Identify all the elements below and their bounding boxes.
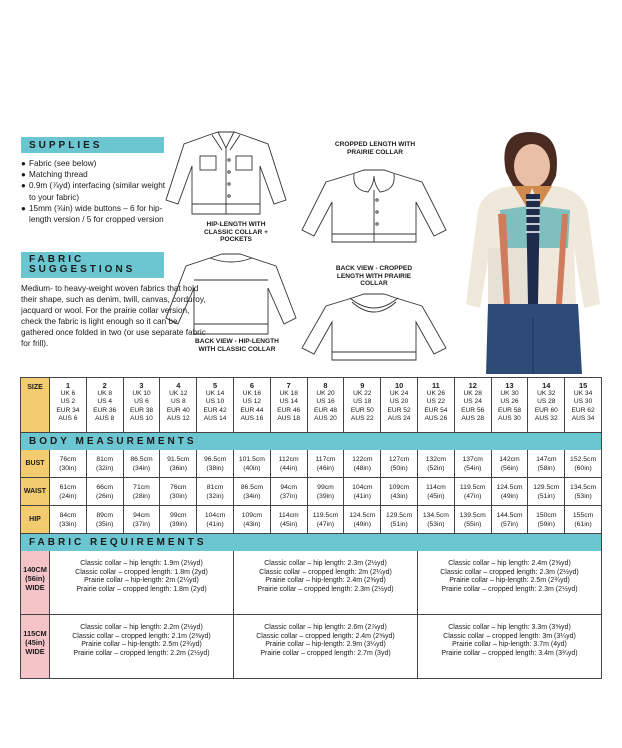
measurement-cell	[527, 450, 564, 477]
size-eu: EUR 40	[166, 406, 190, 414]
measurement-in: (34in)	[132, 465, 151, 472]
size-uk: UK 14	[205, 390, 225, 398]
size-au: AUS 32	[534, 414, 558, 422]
req-line: Classic collar – hip length: 2.6m (2⅞yd)	[264, 624, 387, 631]
measurement-cm: 117cm	[315, 456, 336, 463]
req-line: Prairie collar – cropped length: 1.8m (2yd)	[76, 585, 207, 593]
measurement-cm: 104cm	[352, 484, 373, 491]
size-n: 5	[213, 381, 218, 390]
measurement-cm: 94cm	[280, 484, 297, 491]
size-n: 6	[249, 381, 254, 390]
size-eu: EUR 62	[571, 406, 595, 414]
req-line: Classic collar – hip length: 2.2m (2½yd)	[80, 624, 203, 631]
req-line: Prairie collar – cropped length: 2.3m (2½yd)	[441, 585, 578, 593]
measurement-cm: 109cm	[241, 512, 263, 519]
measurement-cm: 144.5cm	[496, 512, 523, 519]
size-uk: UK 22	[353, 390, 372, 398]
measurement-cell	[417, 506, 454, 533]
row-label: WAIST	[21, 478, 49, 505]
size-us: US 24	[463, 398, 482, 406]
row-label: BUST	[21, 450, 49, 477]
measurement-cm: 112cm	[278, 456, 299, 463]
measurement-cell	[49, 478, 86, 505]
measurement-in: (26in)	[96, 493, 114, 500]
measurement-cell	[491, 506, 528, 533]
measurement-cm: 129.5cm	[533, 484, 560, 491]
size-label: SIZE	[21, 378, 49, 432]
sketch-label-hip-back: BACK VIEW - HIP-LENGTH WITH CLASSIC COLLAR	[195, 338, 279, 353]
measurement-cell	[417, 450, 454, 477]
size-n: 7	[286, 381, 291, 390]
heading-line: SUGGESTIONS	[29, 264, 136, 275]
measurement-cm: 94cm	[133, 512, 150, 519]
measurement-cell	[307, 478, 344, 505]
fabric-req-cell	[233, 551, 417, 614]
req-line: Prairie collar – cropped length: 3.4m (3¾yd)	[441, 649, 578, 657]
measurement-cm: 66cm	[96, 484, 113, 491]
size-eu: EUR 46	[277, 406, 301, 414]
measurement-cm: 152.5cm	[570, 456, 597, 463]
size-uk: UK 6	[60, 390, 76, 398]
measurement-cell	[49, 506, 86, 533]
req-line: Classic collar – cropped length: 2.1m (2⅜yd)	[72, 632, 211, 640]
size-cell	[527, 378, 564, 432]
measurement-in: (52in)	[427, 465, 445, 472]
measurement-cell	[343, 450, 380, 477]
size-n: 12	[468, 381, 477, 390]
size-n: 14	[542, 381, 551, 390]
measurement-in: (51in)	[537, 493, 555, 500]
width-line: (56in)	[25, 574, 45, 583]
measurement-cm: 86.5cm	[130, 456, 153, 463]
req-line: Classic collar – cropped length: 1.8m (2yd)	[75, 568, 208, 576]
measurement-in: (57in)	[500, 521, 519, 528]
jacket-hip-front-sketch	[160, 130, 292, 218]
size-us: US 18	[353, 398, 372, 406]
size-row	[20, 377, 602, 433]
req-line: Prairie collar – cropped length: 2.7m (3yd)	[260, 649, 391, 657]
measurement-cm: 99cm	[169, 512, 187, 519]
size-au: AUS 34	[571, 414, 595, 422]
size-cell	[307, 378, 344, 432]
measurement-cm: 109cm	[388, 484, 410, 491]
supply-item: ● Fabric (see below)	[21, 158, 166, 169]
supply-item: ● Matching thread	[21, 169, 166, 180]
measurement-in: (61in)	[574, 521, 592, 528]
measurement-cm: 132cm	[425, 456, 447, 463]
req-line: Classic collar – hip length: 2.4m (2⅝yd)	[448, 560, 571, 567]
measurement-in: (49in)	[500, 493, 519, 500]
width-line: (45in)	[25, 638, 45, 647]
size-cell	[49, 378, 86, 432]
size-uk: UK 8	[97, 390, 113, 398]
measurement-cell	[491, 478, 528, 505]
measurement-in: (28in)	[132, 493, 151, 500]
req-line: Prairie collar – hip-length: 2.4m (2⅝yd)	[265, 577, 386, 585]
size-cell	[417, 378, 454, 432]
measurement-cell	[49, 450, 86, 477]
req-line: Prairie collar – hip-length: 3.7m (4yd)	[452, 641, 567, 649]
measurement-cell	[86, 450, 123, 477]
measurement-in: (39in)	[316, 493, 335, 500]
size-uk: UK 30	[500, 390, 519, 398]
waist-row	[20, 478, 602, 506]
model-photo	[458, 128, 608, 374]
size-cell	[454, 378, 491, 432]
measurement-cell	[454, 506, 491, 533]
size-us: US 22	[426, 398, 446, 406]
measurement-in: (32in)	[96, 465, 114, 472]
measurement-cell	[233, 478, 270, 505]
size-au: AUS 24	[387, 414, 411, 422]
size-cell	[123, 378, 160, 432]
measurement-in: (46in)	[316, 465, 335, 472]
measurement-cell	[159, 506, 196, 533]
measurement-in: (58in)	[537, 465, 555, 472]
hip-row	[20, 506, 602, 534]
size-uk: UK 20	[316, 390, 335, 398]
size-eu: EUR 54	[424, 406, 448, 414]
measurement-in: (44in)	[280, 465, 298, 472]
measurement-in: (56in)	[500, 465, 519, 472]
fabric-req-cell	[417, 551, 601, 614]
fabric-req-row-115	[20, 615, 602, 679]
measurement-cm: 101.5cm	[238, 456, 265, 463]
measurement-cell	[159, 478, 196, 505]
size-eu: EUR 58	[497, 406, 522, 414]
measurement-cell	[270, 450, 307, 477]
size-eu: EUR 50	[350, 406, 374, 414]
jacket-hip-back-sketch	[160, 252, 302, 338]
supply-item: ● 15mm (⅝in) wide buttons – 6 for hip-length version / 5 for cropped version	[21, 203, 166, 225]
size-eu: EUR 60	[534, 406, 558, 414]
measurement-cm: 99cm	[317, 484, 334, 491]
measurement-in: (47in)	[316, 521, 335, 528]
measurement-cm: 114cm	[278, 512, 299, 519]
measurement-in: (49in)	[353, 521, 371, 528]
measurement-cell	[233, 450, 270, 477]
size-uk: UK 16	[242, 390, 262, 398]
size-us: US 10	[205, 398, 225, 406]
fabric-req-cell	[49, 615, 233, 678]
supplies-list	[21, 158, 166, 225]
supplies-heading: SUPPLIES	[21, 137, 164, 153]
measurement-in: (45in)	[427, 493, 445, 500]
measurement-cm: 137cm	[462, 456, 483, 463]
fabric-req-cell	[49, 551, 233, 614]
req-line: Classic collar – cropped length: 3m (3¼yd)	[443, 632, 576, 640]
measurement-cm: 142cm	[499, 456, 520, 463]
measurement-cell	[86, 506, 123, 533]
size-cell	[564, 378, 601, 432]
measurement-cm: 139.5cm	[459, 512, 486, 519]
measurement-cm: 89cm	[96, 512, 113, 519]
measurement-cell	[123, 450, 160, 477]
size-us: US 28	[537, 398, 556, 406]
measurement-cell	[527, 478, 564, 505]
size-us: US 2	[60, 398, 76, 406]
measurement-in: (36in)	[169, 465, 187, 472]
size-au: AUS 20	[314, 414, 337, 422]
measurement-cell	[343, 478, 380, 505]
measurement-cell	[417, 478, 454, 505]
size-au: AUS 10	[130, 414, 153, 422]
size-us: US 26	[500, 398, 519, 406]
measurement-cell	[343, 506, 380, 533]
measurement-cm: 61cm	[59, 484, 77, 491]
measurement-cell	[159, 450, 196, 477]
sketch-label-hip-front: HIP-LENGTH WITH CLASSIC COLLAR + POCKETS	[204, 221, 268, 244]
size-cell	[343, 378, 380, 432]
measurement-in: (54in)	[464, 465, 482, 472]
measurement-in: (53in)	[574, 493, 592, 500]
measurement-cell	[527, 506, 564, 533]
measurement-in: (38in)	[206, 465, 224, 472]
size-uk: UK 18	[279, 390, 298, 398]
width-line: 115CM	[23, 629, 47, 638]
measurement-in: (30in)	[169, 493, 187, 500]
fabric-suggestions-heading	[21, 252, 164, 278]
req-line: Classic collar – hip length: 2.3m (2½yd)	[264, 560, 387, 567]
measurement-cm: 81cm	[96, 456, 113, 463]
measurement-cell	[454, 450, 491, 477]
size-eu: EUR 56	[461, 406, 485, 414]
size-cell	[159, 378, 196, 432]
measurement-cell	[233, 506, 270, 533]
req-line: Classic collar – hip length: 1.9m (2⅛yd)	[80, 560, 203, 567]
measurement-cell	[270, 506, 307, 533]
req-line: Prairie collar – hip-length: 2m (2¼yd)	[84, 577, 199, 585]
measurement-cm: 147cm	[536, 456, 557, 463]
size-uk: UK 10	[132, 390, 151, 398]
fabric-requirements-heading: FABRIC REQUIREMENTS	[20, 534, 602, 551]
size-n: 8	[323, 381, 328, 390]
req-line: Prairie collar – hip-length: 2.5m (2¾yd)	[81, 641, 202, 649]
measurement-in: (55in)	[464, 521, 482, 528]
size-eu: EUR 52	[387, 406, 411, 414]
fabric-suggestions-text: Medium- to heavy-weight woven fabrics that hold their shape, such as denim, twill, canvas, corduroy, jacquard or wool. For the prairie collar version, check the fabric is light enough so it can be gathered once folded in two (or use separate fabric for frill).	[21, 284, 206, 348]
measurement-in: (45in)	[280, 521, 298, 528]
size-cell	[270, 378, 307, 432]
size-us: US 14	[279, 398, 298, 406]
measurement-cm: 150cm	[536, 512, 557, 519]
size-cell	[491, 378, 528, 432]
measurement-cell	[454, 478, 491, 505]
size-eu: EUR 42	[203, 406, 227, 414]
measurement-cm: 91.5cm	[167, 456, 190, 463]
measurement-cm: 76cm	[59, 456, 77, 463]
heading-line: FABRIC	[29, 254, 85, 265]
measurement-cm: 96.5cm	[203, 456, 227, 463]
measurement-in: (53in)	[427, 521, 445, 528]
size-us: US 12	[242, 398, 262, 406]
measurement-in: (48in)	[353, 465, 371, 472]
size-au: AUS 30	[498, 414, 521, 422]
measurement-cm: 124.5cm	[349, 512, 376, 519]
measurement-in: (37in)	[132, 521, 151, 528]
measurement-cm: 76cm	[169, 484, 187, 491]
size-n: 10	[394, 381, 404, 390]
measurement-in: (34in)	[243, 493, 261, 500]
measurement-cm: 114cm	[425, 484, 446, 491]
measurement-cell	[86, 478, 123, 505]
req-line: Prairie collar – cropped length: 2.3m (2½yd)	[257, 585, 394, 593]
measurement-in: (30in)	[59, 465, 77, 472]
size-n: 11	[431, 381, 440, 390]
measurement-cm: 119.5cm	[459, 484, 486, 491]
measurement-cell	[380, 450, 417, 477]
size-au: AUS 26	[424, 414, 448, 422]
fabric-width-label	[21, 551, 49, 614]
measurement-cm: 127cm	[388, 456, 410, 463]
measurement-in: (51in)	[390, 521, 408, 528]
req-line: Prairie collar – cropped length: 2.2m (2½yd)	[73, 649, 210, 657]
measurement-cm: 71cm	[133, 484, 150, 491]
size-eu: EUR 34	[56, 406, 80, 414]
jacket-cropped-back-sketch	[294, 292, 454, 364]
measurement-in: (50in)	[390, 465, 408, 472]
sketch-label-cropped-back: BACK VIEW - CROPPED LENGTH WITH PRAIRIE COLLAR	[335, 265, 413, 288]
measurement-in: (35in)	[96, 521, 114, 528]
measurement-cm: 119.5cm	[312, 512, 339, 519]
measurement-in: (41in)	[353, 493, 371, 500]
measurement-cm: 104cm	[204, 512, 226, 519]
size-us: US 8	[170, 398, 186, 406]
size-au: AUS 6	[58, 414, 78, 422]
size-n: 3	[139, 381, 144, 390]
measurement-in: (37in)	[280, 493, 298, 500]
measurement-in: (43in)	[390, 493, 408, 500]
req-line: Classic collar – cropped length: 2m (2¼yd)	[259, 568, 392, 576]
size-n: 1	[65, 381, 70, 390]
measurement-in: (59in)	[537, 521, 555, 528]
size-chart-table	[20, 377, 602, 679]
req-line: Classic collar – cropped length: 2.3m (2½yd)	[440, 568, 579, 576]
measurement-cell	[307, 506, 344, 533]
size-eu: EUR 36	[93, 406, 117, 414]
size-us: US 16	[316, 398, 335, 406]
size-cell	[380, 378, 417, 432]
measurement-cell	[564, 506, 601, 533]
size-us: US 20	[389, 398, 409, 406]
size-n: 4	[176, 381, 181, 390]
measurement-in: (39in)	[169, 521, 187, 528]
measurement-cm: 84cm	[59, 512, 77, 519]
size-uk: UK 12	[169, 390, 188, 398]
measurement-cell	[380, 478, 417, 505]
measurement-in: (41in)	[206, 521, 224, 528]
measurement-cell	[380, 506, 417, 533]
size-n: 13	[505, 381, 514, 390]
measurement-cm: 122cm	[352, 456, 373, 463]
req-line: Prairie collar – hip-length: 2.9m (3¼yd)	[265, 641, 386, 649]
measurement-in: (24in)	[59, 493, 77, 500]
size-us: US 30	[573, 398, 593, 406]
measurement-cell	[270, 478, 307, 505]
size-eu: EUR 44	[240, 406, 264, 414]
measurement-cm: 155cm	[572, 512, 594, 519]
size-uk: UK 24	[389, 390, 409, 398]
width-line: 140CM	[23, 565, 47, 574]
size-uk: UK 32	[537, 390, 556, 398]
size-uk: UK 28	[463, 390, 482, 398]
measurement-in: (43in)	[243, 521, 261, 528]
fabric-req-cell	[417, 615, 601, 678]
req-line: Prairie collar – hip-length: 2.5m (2¾yd)	[449, 577, 570, 585]
size-au: AUS 18	[277, 414, 301, 422]
size-au: AUS 22	[350, 414, 374, 422]
size-cell	[86, 378, 123, 432]
body-measurements-heading: BODY MEASUREMENTS	[20, 433, 602, 450]
measurement-in: (32in)	[206, 493, 224, 500]
size-cell	[196, 378, 233, 432]
width-line: WIDE	[25, 647, 45, 656]
measurement-in: (47in)	[464, 493, 482, 500]
supply-item: ● 0.9m (⅞yd) interfacing (similar weight to your fabric)	[21, 180, 166, 202]
jacket-cropped-front-sketch	[294, 168, 454, 246]
width-line: WIDE	[25, 583, 45, 592]
bust-row	[20, 450, 602, 478]
fabric-req-row-140	[20, 551, 602, 615]
size-us: US 4	[97, 398, 113, 406]
measurement-cm: 86.5cm	[240, 484, 264, 491]
size-au: AUS 16	[240, 414, 264, 422]
measurement-in: (40in)	[243, 465, 261, 472]
measurement-in: (33in)	[59, 521, 77, 528]
measurement-cell	[196, 450, 233, 477]
req-line: Classic collar – cropped length: 2.4m (2⅝yd)	[256, 632, 395, 640]
size-au: AUS 12	[166, 414, 190, 422]
measurement-cell	[123, 506, 160, 533]
measurement-cell	[196, 478, 233, 505]
size-n: 9	[360, 381, 365, 390]
measurement-cm: 134.5cm	[570, 484, 597, 491]
size-au: AUS 14	[203, 414, 227, 422]
size-cell	[233, 378, 270, 432]
size-us: US 6	[134, 398, 149, 406]
measurement-cell	[307, 450, 344, 477]
measurement-cell	[491, 450, 528, 477]
measurement-cm: 129.5cm	[386, 512, 413, 519]
size-au: AUS 8	[95, 414, 115, 422]
measurement-cm: 81cm	[206, 484, 224, 491]
measurement-cm: 134.5cm	[422, 512, 449, 519]
size-uk: UK 34	[573, 390, 593, 398]
size-eu: EUR 48	[313, 406, 338, 414]
measurement-cm: 124.5cm	[496, 484, 523, 491]
measurement-cell	[123, 478, 160, 505]
measurement-cell	[564, 478, 601, 505]
size-n: 2	[102, 381, 107, 390]
fabric-req-cell	[233, 615, 417, 678]
fabric-width-label	[21, 615, 49, 678]
size-eu: EUR 38	[129, 406, 154, 414]
size-au: AUS 28	[461, 414, 485, 422]
row-label: HIP	[21, 506, 49, 533]
size-n: 15	[578, 381, 588, 390]
sketch-label-cropped-front: CROPPED LENGTH WITH PRAIRIE COLLAR	[334, 141, 416, 156]
req-line: Classic collar – hip length: 3.3m (3⅝yd)	[448, 624, 571, 631]
measurement-cell	[564, 450, 601, 477]
measurement-in: (60in)	[574, 465, 592, 472]
size-uk: UK 26	[426, 390, 446, 398]
measurement-cell	[196, 506, 233, 533]
